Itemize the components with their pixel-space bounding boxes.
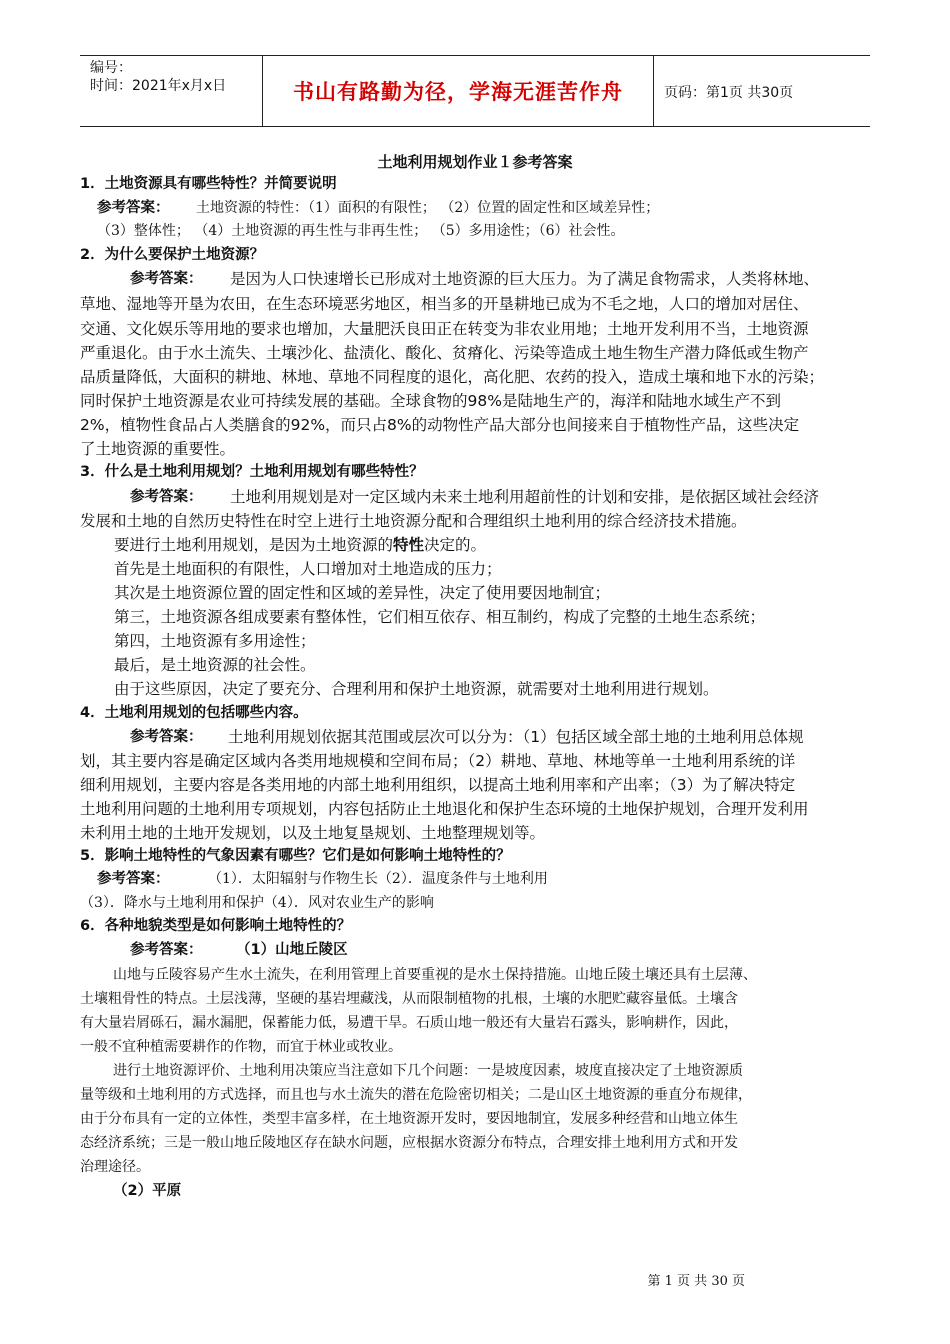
header-motto-cell [263,56,654,126]
header-page-cell [654,56,870,126]
paragraph-line: 未利用土地的土地开发规划，以及土地复垦规划、土地整理规划等。 [80,824,546,842]
paragraph-line: 有大量岩屑砾石，漏水漏肥，保蓄能力低，易遭干旱。石质山地一般还有大量岩石露头，影响耕作，因此， [80,1015,738,1031]
page-info: 页码：第1页 共30页 [664,85,794,101]
document-title: 土地利用规划作业１参考答案 [377,153,573,171]
paragraph-line: 草地、湿地等开垦为农田，在生态环境恶劣地区，相当多的开垦耕地已成为不毛之地，人口的增加对居住、 [80,295,809,313]
paragraph-line: 最后，是土地资源的社会性。 [114,656,316,674]
paragraph-line: 由于这些原因，决定了要充分、合理利用和保护土地资源，就需要对土地利用进行规划。 [114,680,719,698]
subheading: （1）山地丘陵区 [236,942,348,958]
answer-label: 参考答案： [130,942,203,958]
number-label: 编号： [90,60,132,76]
paragraph-line: 划，其主要内容是确定区域内各类用地规模和空间布局；（2）耕地、草地、林地等单一土地利用系统的详 [80,752,796,770]
answer-label: 参考答案： [130,729,203,745]
paragraph-line: （1）．太阳辐射与作物生长（2）．温度条件与土地利用 [208,871,548,887]
answer-label: 参考答案： [97,200,170,216]
paragraph-line: （3）．降水与土地利用和保护（4）．风对农业生产的影响 [80,895,434,911]
text-run: 要进行土地利用规划，是因为土地资源的 [114,536,394,554]
paragraph-line: 土壤粗骨性的特点。土层浅薄，坚硬的基岩埋藏浅，从而限制植物的扎根，土壤的水肥贮藏容量低。土壤含 [80,991,738,1007]
answer-label: 参考答案： [130,489,203,505]
answer-label: 参考答案： [97,871,170,887]
paragraph-line: 土地利用规划是对一定区域内未来土地利用超前性的计划和安排，是依据区域社会经济 [230,488,820,506]
page-header [80,55,870,127]
paragraph-line: 其次是土地资源位置的固定性和区域的差异性，决定了使用要因地制宜； [114,584,611,602]
question-2: 2．为什么要保护土地资源？ [80,247,265,263]
subheading: （2）平原 [113,1183,182,1199]
paragraph-line: 态经济系统；三是一般山地丘陵地区存在缺水问题，应根据水资源分布特点，合理安排土地利用方式和开发 [80,1135,738,1151]
paragraph-line: 品质量降低，大面积的耕地、林地、草地不同程度的退化，高化肥、农药的投入，造成土壤和地下水的污染； [80,368,825,386]
motto: 书山有路勤为径，学海无涯苦作舟 [293,80,623,104]
emphasis-text: 特性 [393,536,425,554]
question-6: 6．各种地貌类型是如何影响土地特性的？ [80,918,352,934]
question-4: 4．土地利用规划的包括哪些内容。 [80,705,308,721]
paragraph-line: 了土地资源的重要性。 [80,440,236,458]
paragraph-line: 交通、文化娱乐等用地的要求也增加，大量肥沃良田正在转变为非农业用地；土地开发利用不当，土地资源 [80,320,809,338]
paragraph-line: 土地利用问题的土地利用专项规划，内容包括防止土地退化和保护生态环境的土地保护规划，合理开发利用 [80,800,809,818]
paragraph-line: 首先是土地面积的有限性，人口增加对土地造成的压力； [114,560,502,578]
paragraph-line: 细利用规划，主要内容是各类用地的内部土地利用组织，以提高土地利用率和产出率；（3）为了解决特定 [80,776,796,794]
paragraph-line: 山地与丘陵容易产生水土流失，在利用管理上首要重视的是水土保持措施。山地丘陵土壤还具有土层薄、 [113,967,757,983]
paragraph-line: 2%，植物性食品占人类膳食的92%，而只占8%的动物性产品大部分也间接来自于植物性产品，这些决定 [80,416,800,434]
paragraph-line: 第三，土地资源各组成要素有整体性，它们相互依存、相互制约，构成了完整的土地生态系统； [114,608,766,626]
paragraph-line: （3）整体性； （4）土地资源的再生性与非再生性； （5）多用途性；（6）社会性。 [97,223,625,239]
paragraph-line: 是因为人口快速增长已形成对土地资源的巨大压力。为了满足食物需求，人类将林地、 [230,270,820,288]
paragraph-line: 同时保护土地资源是农业可持续发展的基础。全球食物的98%是陆地生产的，海洋和陆地水域生产不到 [80,392,781,410]
paragraph-line: 治理途径。 [80,1159,150,1175]
paragraph-line [114,535,486,555]
time-label: 时间：2021年x月x日 [90,78,227,94]
paragraph-line: 发展和土地的自然历史特性在时空上进行土地资源分配和合理组织土地利用的综合经济技术措施。 [80,512,747,530]
answer-label: 参考答案： [130,271,203,287]
page-footer: 第 1 页 共 30 页 [647,1274,745,1289]
paragraph-line: 第四，土地资源有多用途性； [114,632,316,650]
question-3: 3．什么是土地利用规划？土地利用规划有哪些特性？ [80,464,424,480]
paragraph-line: 量等级和土地利用的方式选择，而且也与水土流失的潜在危险密切相关；二是山区土地资源的垂直分布规律， [80,1087,752,1103]
paragraph-line: 严重退化。由于水土流失、土壤沙化、盐渍化、酸化、贫瘠化、污染等造成土地生物生产潜力降低或生物产 [80,344,809,362]
paragraph-line: 进行土地资源评价、土地利用决策应当注意如下几个问题：一是坡度因素，坡度直接决定了土地资源质 [113,1063,743,1079]
paragraph-line: 一般不宜种植需要耕作的作物，而宜于林业或牧业。 [80,1039,402,1055]
question-5: 5．影响土地特性的气象因素有哪些？它们是如何影响土地特性的？ [80,848,511,864]
paragraph-line: 土地资源的特性：（1）面积的有限性； （2）位置的固定性和区域差异性； [196,200,660,216]
paragraph-line: 由于分布具有一定的立体性，类型丰富多样，在土地资源开发时，要因地制宜，发展多种经营和山地立体生 [80,1111,738,1127]
question-1: 1．土地资源具有哪些特性？并简要说明 [80,176,337,192]
text-run: 决定的。 [424,536,487,554]
header-meta-cell [80,56,263,126]
paragraph-line: 土地利用规划依据其范围或层次可以分为：（1）包括区域全部土地的土地利用总体规 [228,728,804,746]
